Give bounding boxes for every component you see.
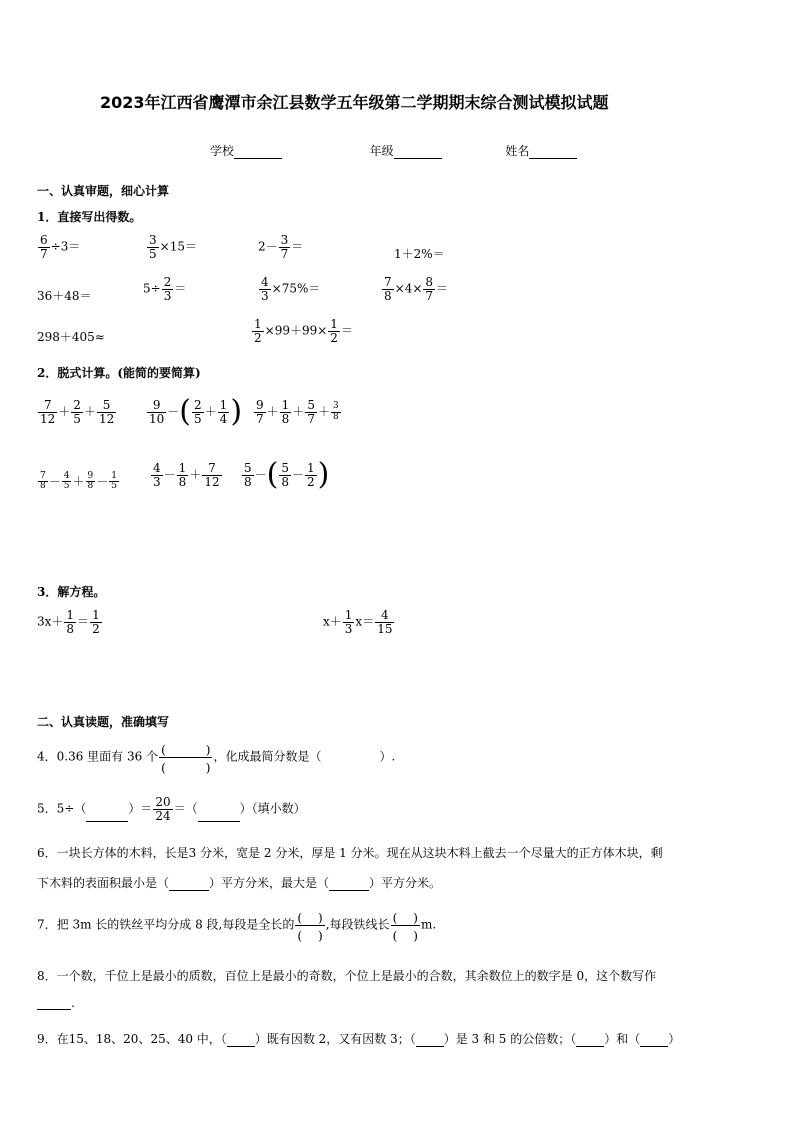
grade-label: 年级 bbox=[369, 144, 394, 158]
info-line bbox=[210, 142, 577, 159]
q2-expr-a: $\frac{7}{12}$ ＋ $\frac{2}{5}$ ＋ $\frac{5}{12}$ bbox=[40, 398, 115, 426]
question-8-line-1: 8．一个数，千位上是最小的质数，百位上是最小的奇数，个位上是最小的合数，其余数位上的数字是 0，这个数写作 bbox=[37, 969, 657, 983]
q2-label: 2．脱式计算。(能简的要简算) bbox=[37, 366, 201, 380]
q8-blank[interactable] bbox=[37, 997, 71, 1010]
q3-label: 3．解方程。 bbox=[37, 585, 106, 599]
q6-blank-min[interactable] bbox=[169, 878, 209, 891]
q7-fraction-blank-1[interactable]: $\frac{( )}{( )}$ bbox=[297, 911, 323, 943]
q1-expr-3: 2－ $\frac{3}{7}$ ＝ bbox=[258, 233, 304, 261]
q9-blank-4[interactable] bbox=[640, 1034, 668, 1047]
q2-expr-b: $\frac{9}{10}$ －( $\frac{2}{5}$ ＋ $\frac{1}{4}$ ) bbox=[149, 394, 243, 429]
q2-expr-f: $\frac{5}{8}$ －( $\frac{5}{8}$ － $\frac{1}{2}$ ) bbox=[244, 457, 330, 492]
section2-heading: 二、认真读题，准确填写 bbox=[37, 715, 170, 729]
q1-expr-8: $\frac{7}{8}$ ×4× $\frac{8}{7}$ ＝ bbox=[384, 275, 449, 303]
q2-expr-c: $\frac{9}{7}$ ＋ $\frac{1}{8}$ ＋ $\frac{5}{7}$ ＋ $\frac{3}{8}$ bbox=[256, 398, 339, 426]
question-7: 7．把 3m 长的铁丝平均分成 8 段,每段是全长的 $\frac{( )}{( )}$ ,每段铁线长 $\frac{( )}{( )}$ m. bbox=[37, 908, 436, 942]
q4-fraction-blank[interactable]: $\frac{( )}{( )}$ bbox=[161, 743, 211, 775]
q1-expr-5: 36＋48＝ bbox=[37, 289, 92, 303]
q1-expr-6: 5÷ $\frac{2}{3}$ ＝ bbox=[143, 275, 187, 303]
q2-expr-d: $\frac{7}{8}$ － $\frac{4}{5}$ ＋ $\frac{9}{8}$ － $\frac{1}{5}$ bbox=[40, 471, 117, 492]
q1-expr-4: 1＋2%＝ bbox=[394, 247, 445, 261]
question-9: 9．在15、18、20、25、40 中，（ ）既有因数 2，又有因数 3；（ ）是 3 和 5 的公倍数；（ ）和（ ） bbox=[37, 1032, 681, 1046]
section1-heading: 一、认真审题，细心计算 bbox=[37, 184, 170, 198]
question-6-line-1: 6．一块长方体的木料，长是3 分米，宽是 2 分米，厚是 1 分米。现在从这块木料上截去一个尽量大的正方体木块，剩 bbox=[37, 846, 663, 860]
q6-blank-max[interactable] bbox=[329, 878, 369, 891]
q7-fraction-blank-2[interactable]: $\frac{( )}{( )}$ bbox=[392, 911, 418, 943]
grade-blank[interactable] bbox=[394, 146, 442, 159]
q1-expr-7: $\frac{4}{3}$ ×75%＝ bbox=[261, 275, 321, 303]
q3-equation-2: x＋ $\frac{1}{3}$ x＝ $\frac{4}{15}$ bbox=[323, 608, 393, 636]
q1-expr-9: 298＋405≈ bbox=[37, 330, 105, 344]
name-label: 姓名 bbox=[505, 144, 530, 158]
q1-expr-10: $\frac{1}{2}$ ×99＋99× $\frac{1}{2}$ ＝ bbox=[254, 317, 353, 345]
q9-blank-1[interactable] bbox=[227, 1034, 255, 1047]
question-5: 5．5÷（ ）＝ $\frac{20}{24}$ ＝（ ）（填小数） bbox=[37, 795, 306, 823]
question-4: 4．0.36 里面有 36 个 $\frac{( )}{( )}$ ，化成最简分数是（ ）. bbox=[37, 740, 395, 774]
q1-expr-2: $\frac{3}{5}$ ×15＝ bbox=[149, 233, 197, 261]
q5-blank-1[interactable] bbox=[86, 809, 128, 822]
q9-blank-2[interactable] bbox=[416, 1034, 444, 1047]
q3-equation-1: 3x＋ $\frac{1}{8}$ ＝ $\frac{1}{2}$ bbox=[37, 608, 100, 636]
q1-expr-1: $\frac{6}{7}$ ÷3＝ bbox=[40, 233, 81, 261]
q9-blank-3[interactable] bbox=[576, 1034, 604, 1047]
q2-expr-e: $\frac{4}{3}$ － $\frac{1}{8}$ ＋ $\frac{7}{12}$ bbox=[153, 461, 220, 489]
q5-blank-2[interactable] bbox=[198, 809, 240, 822]
q1-label: 1．直接写出得数。 bbox=[37, 210, 142, 224]
page-title: 2023年江西省鹰潭市余江县数学五年级第二学期期末综合测试模拟试题 bbox=[100, 93, 609, 112]
question-6-line-2: 下木料的表面积最小是（ ）平方分米，最大是（ ）平方分米。 bbox=[37, 876, 442, 890]
school-label: 学校 bbox=[210, 144, 235, 158]
q4-answer-blank[interactable] bbox=[321, 747, 379, 761]
question-8-line-2: . bbox=[37, 996, 75, 1010]
name-blank[interactable] bbox=[529, 146, 577, 159]
school-blank[interactable] bbox=[234, 146, 282, 159]
